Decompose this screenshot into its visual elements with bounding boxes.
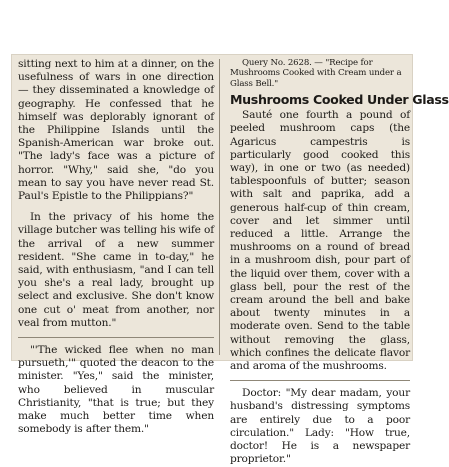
- anecdote-deacon: "'The wicked flee when no man pursueth,'" quoted the deacon to the minister. "Yes," said the minister, who believed in muscular Christianity, "that is true; but they make much better time when somebody is after them.": [18, 344, 214, 436]
- anecdote-geography: sitting next to him at a dinner, on the usefulness of wars in one direction — they disseminated a knowledge of geography. He confessed that he himself was deplorably ignorant of the Philippine Islands until the Spanish-American war broke out. "The lady's face was a picture of horror. "Why," said she, "do you mean to say you have never read St. Paul's Epistle to the Philippians?": [18, 58, 214, 203]
- doctor-joke: Doctor: "My dear madam, your husband's distressing symptoms are entirely due to a poor circulation." Lady: "How true, doctor! He is a newspaper proprietor.": [230, 387, 410, 466]
- recipe-heading: Mushrooms Cooked Under Glass: [230, 92, 449, 108]
- anecdote-butcher: In the privacy of his home the village butcher was telling his wife of the arrival of a new summer resident. "She came in to-day," he said, with enthusiasm, "and I can tell you she's a real lady, brought up select and exclusive. She don't know one cut o' meat from another, nor veal from mutton.": [18, 211, 214, 329]
- column-rule: [219, 59, 220, 355]
- left-column: [18, 58, 214, 436]
- query-line: Query No. 2628. — "Recipe for Mushrooms Cooked with Cream under a Glass Bell.": [230, 58, 402, 89]
- right-column: [230, 58, 449, 467]
- newspaper-clipping: [12, 55, 449, 466]
- column-divider-line: [18, 337, 214, 338]
- recipe-text: Sauté one fourth a pound of peeled mushroom caps (the Agaricus campestris is particularly good cooked this way), in one or two (as needed) tablespoonfuls of butter; season with salt and paprika, add a generous half-cup of thin cream, cover and let simmer until reduced a little. Arrange the mushrooms on a round of bread in a mushroom dish, pour part of the liquid over them, cover with a glass bell, pour the rest of the cream around the bell and bake about twenty minutes in a moderate oven. Send to the table without removing the glass, which confines the delicate flavor and aroma of the mushrooms.: [230, 109, 410, 373]
- recipe-divider-line: [230, 380, 410, 381]
